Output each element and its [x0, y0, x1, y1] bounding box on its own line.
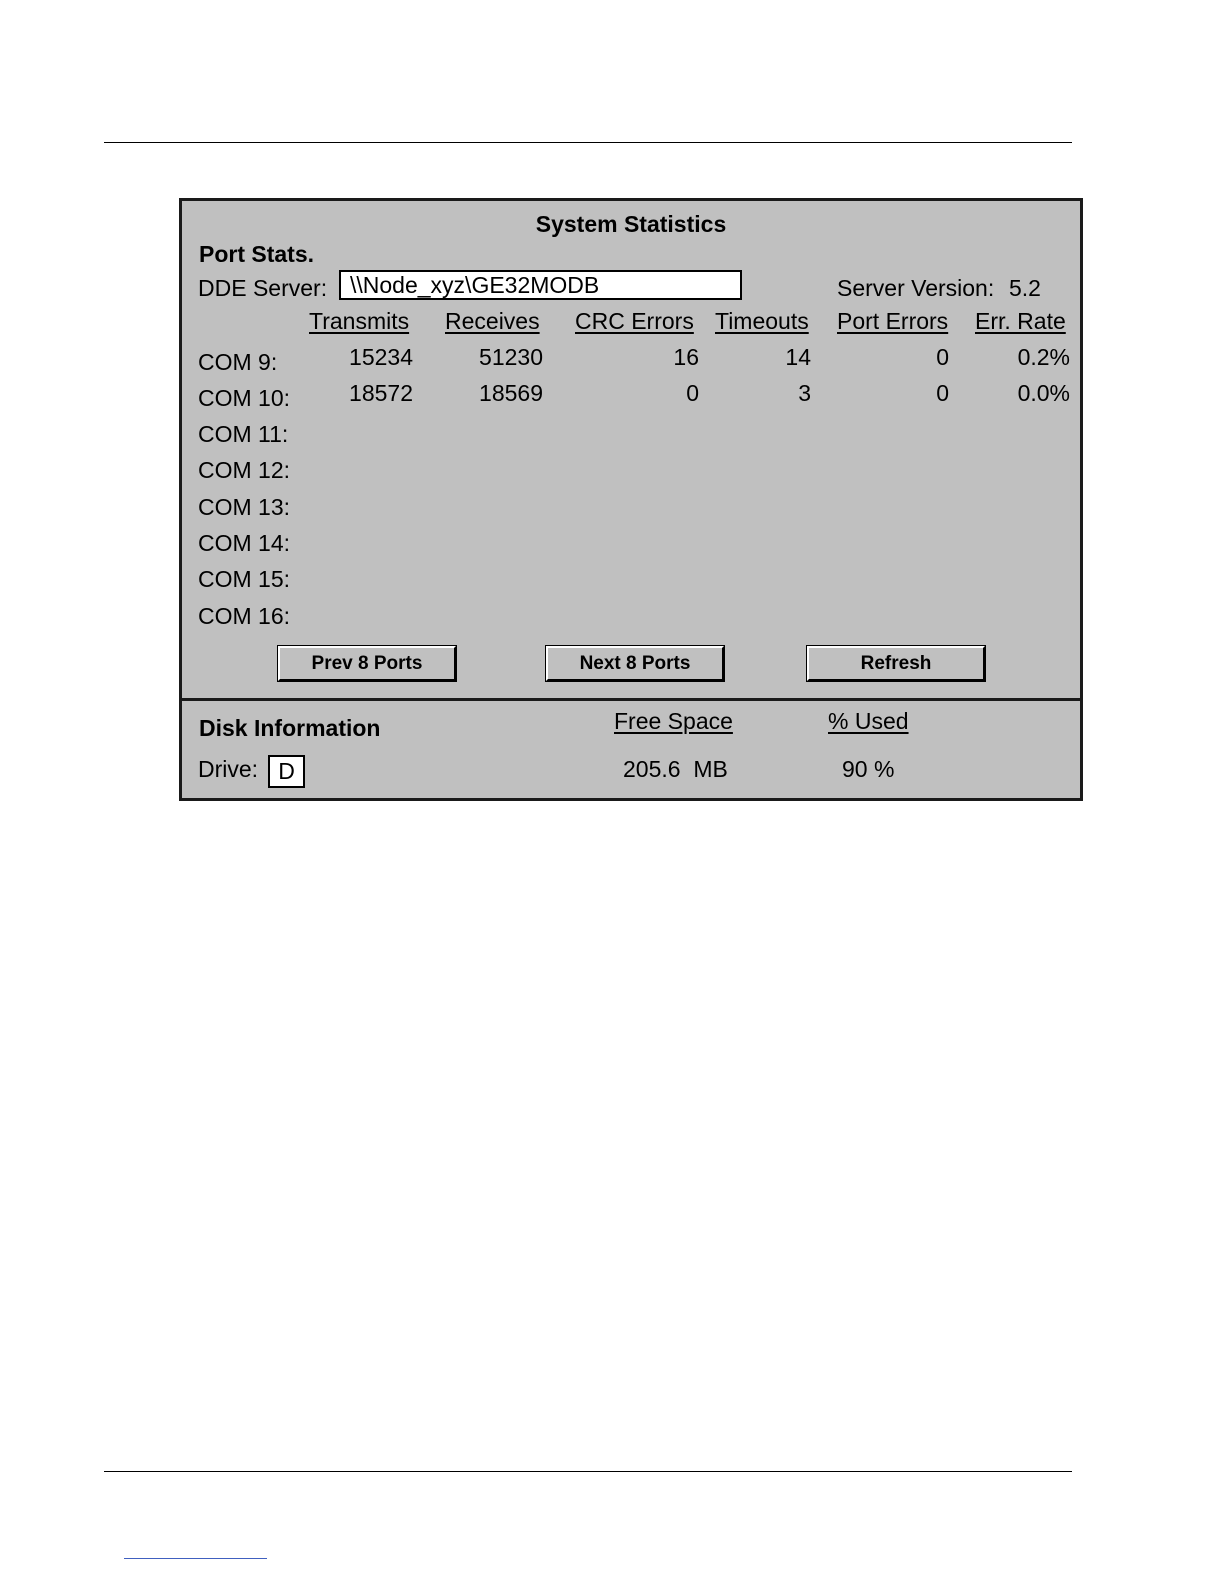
dde-server-label: DDE Server:	[198, 275, 328, 301]
cell-timeouts: 14	[785, 344, 811, 370]
percent-used-header: % Used	[828, 708, 909, 734]
system-statistics-dialog	[179, 198, 1083, 801]
column-header-err-rate: Err. Rate	[975, 308, 1066, 334]
free-space-value: 205.6 MB	[623, 756, 728, 782]
cell-receives: 18569	[479, 380, 543, 406]
cell-transmits: 18572	[349, 380, 413, 406]
free-space-header: Free Space	[614, 708, 733, 734]
port-label: COM 16:	[198, 603, 291, 629]
refresh-button[interactable]: Refresh	[807, 646, 985, 681]
cell-timeouts: 3	[798, 380, 811, 406]
page-footer-rule	[104, 1471, 1072, 1472]
cell-transmits: 15234	[349, 344, 413, 370]
cell-err-rate: 0.0%	[1017, 380, 1070, 406]
server-version-label: Server Version:	[837, 275, 995, 301]
port-label: COM 13:	[198, 494, 291, 520]
port-label: COM 15:	[198, 566, 291, 592]
prev-8-ports-button[interactable]: Prev 8 Ports	[278, 646, 456, 681]
column-header-port-errors: Port Errors	[837, 308, 949, 334]
column-header-timeouts: Timeouts	[715, 308, 809, 334]
percent-used-value: 90 %	[842, 756, 895, 782]
cell-crc-errors: 0	[686, 380, 699, 406]
port-label: COM 14:	[198, 530, 291, 556]
dialog-title: System Statistics	[535, 211, 727, 237]
server-version-value: 5.2	[1009, 275, 1041, 301]
footer-link-underline	[124, 1558, 267, 1559]
page-header-rule	[104, 142, 1072, 143]
column-header-receives: Receives	[445, 308, 540, 334]
cell-crc-errors: 16	[673, 344, 699, 370]
port-label: COM 9:	[198, 349, 278, 375]
column-header-crc-errors: CRC Errors	[575, 308, 694, 334]
port-label: COM 12:	[198, 457, 291, 483]
dde-server-field[interactable]: \\Node_xyz\GE32MODB	[339, 270, 742, 300]
cell-receives: 51230	[479, 344, 543, 370]
drive-label: Drive:	[198, 756, 259, 782]
cell-port-errors: 0	[936, 380, 949, 406]
next-8-ports-button[interactable]: Next 8 Ports	[546, 646, 724, 681]
cell-port-errors: 0	[936, 344, 949, 370]
drive-field[interactable]: D	[268, 755, 305, 788]
port-label: COM 10:	[198, 385, 291, 411]
column-header-transmits: Transmits	[309, 308, 410, 334]
port-label: COM 11:	[198, 421, 289, 447]
disk-information-heading: Disk Information	[199, 715, 381, 741]
section-divider	[182, 698, 1080, 701]
cell-err-rate: 0.2%	[1017, 344, 1070, 370]
port-stats-heading: Port Stats.	[199, 241, 315, 267]
